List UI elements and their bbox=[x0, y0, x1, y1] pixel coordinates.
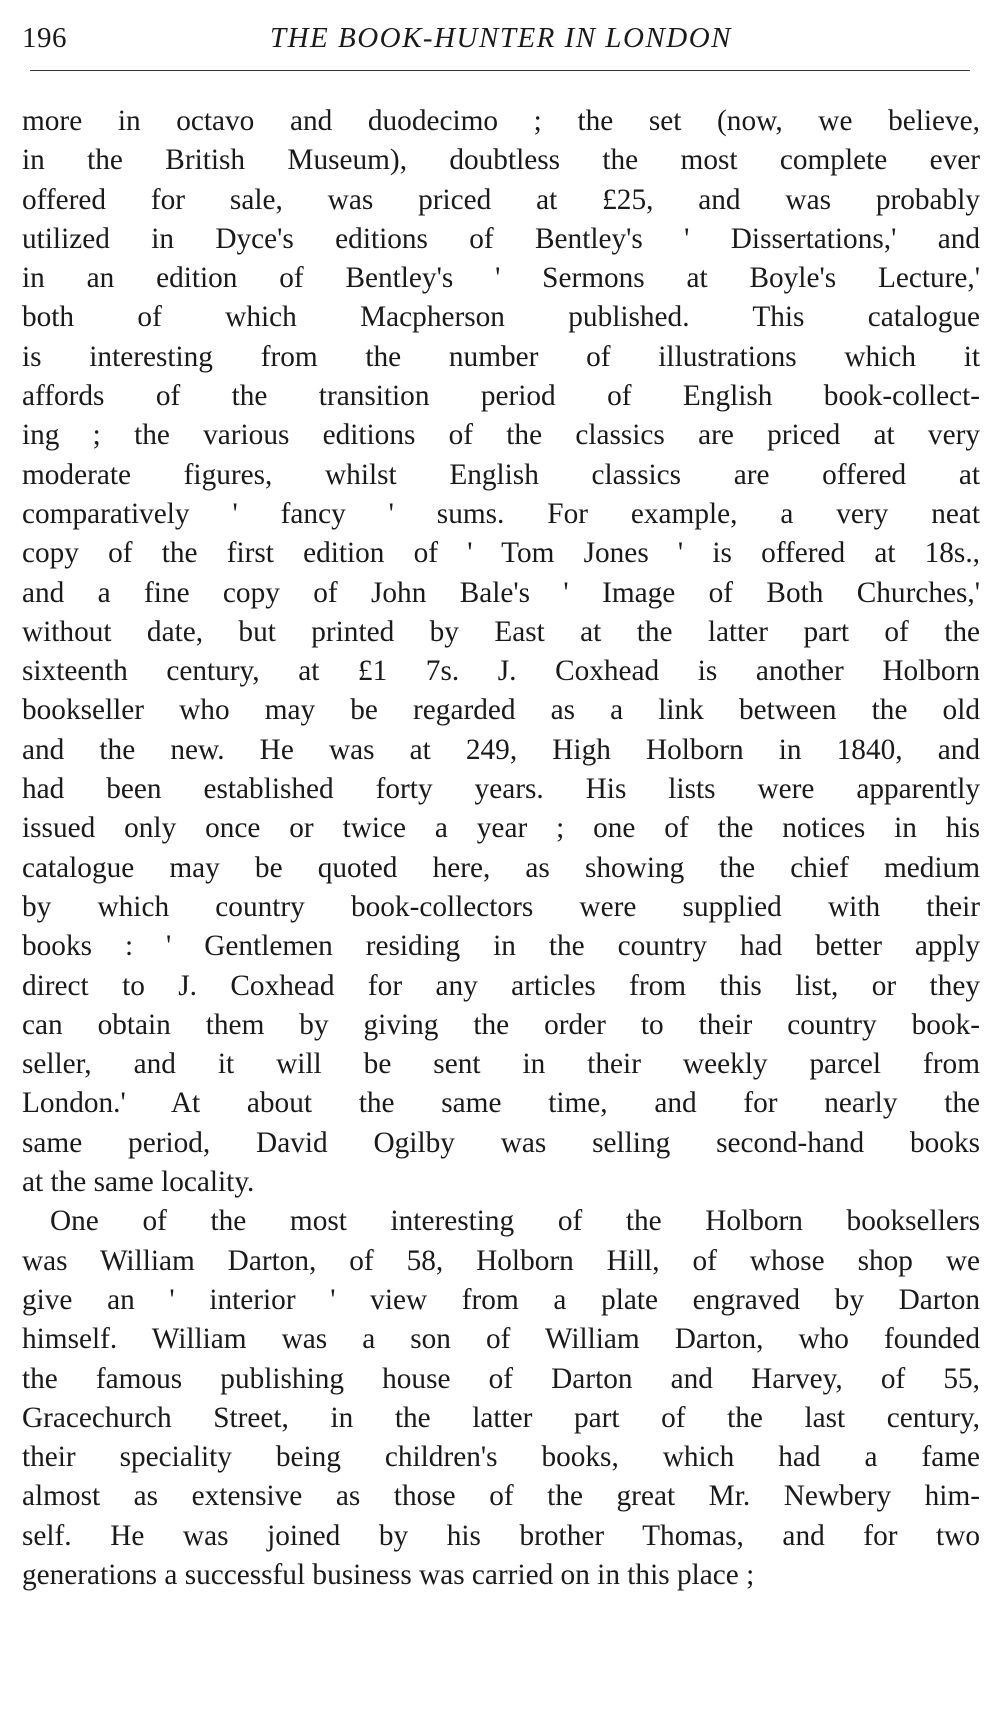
text-line: sixteenth century, at £1 7s. J. Coxhead is another Holborn bbox=[22, 655, 980, 688]
text-line: is interesting from the number of illustrations which it bbox=[22, 340, 980, 373]
text-line: direct to J. Coxhead for any articles from this list, or they bbox=[22, 969, 980, 1002]
book-page bbox=[22, 16, 980, 1720]
text-line: almost as extensive as those of the great Mr. Newbery him- bbox=[22, 1480, 980, 1513]
text-line: books : ' Gentlemen residing in the country had better apply bbox=[22, 930, 980, 963]
text-line: had been established forty years. His lists were apparently bbox=[22, 773, 980, 806]
text-line: comparatively ' fancy ' sums. For example, a very neat bbox=[22, 497, 980, 530]
text-line: and the new. He was at 249, High Holborn in 1840, and bbox=[22, 733, 980, 766]
header-rule bbox=[30, 70, 970, 71]
text-line: was William Darton, of 58, Holborn Hill, of whose shop we bbox=[22, 1244, 980, 1277]
text-line: bookseller who may be regarded as a link between the old bbox=[22, 694, 980, 727]
paragraph bbox=[22, 1202, 980, 1595]
text-line: offered for sale, was priced at £25, and was probably bbox=[22, 183, 980, 216]
text-line: the famous publishing house of Darton and Harvey, of 55, bbox=[22, 1362, 980, 1395]
text-line: by which country book-collectors were supplied with their bbox=[22, 890, 980, 923]
running-head bbox=[22, 16, 980, 60]
text-line: ing ; the various editions of the classics are priced at very bbox=[22, 419, 980, 452]
text-line: issued only once or twice a year ; one of the notices in his bbox=[22, 812, 980, 845]
text-line: utilized in Dyce's editions of Bentley's ' Dissertations,' and bbox=[22, 222, 980, 255]
text-line: catalogue may be quoted here, as showing the chief medium bbox=[22, 851, 980, 884]
text-line: One of the most interesting of the Holborn booksellers bbox=[50, 1205, 980, 1238]
text-line: himself. William was a son of William Darton, who founded bbox=[22, 1323, 980, 1356]
body-text bbox=[22, 102, 980, 1595]
text-line: can obtain them by giving the order to their country book- bbox=[22, 1008, 980, 1041]
text-line: more in octavo and duodecimo ; the set (now, we believe, bbox=[22, 105, 980, 137]
text-line: generations a successful business was carried on in this place ; bbox=[22, 1558, 755, 1591]
text-line: both of which Macpherson published. This catalogue bbox=[22, 301, 980, 334]
text-line: affords of the transition period of English book-collect- bbox=[22, 380, 980, 413]
page-number: 196 bbox=[22, 22, 67, 54]
paragraph bbox=[22, 102, 980, 1202]
text-line: seller, and it will be sent in their weekly parcel from bbox=[22, 1048, 980, 1081]
text-line: Gracechurch Street, in the latter part of the last century, bbox=[22, 1401, 980, 1434]
text-line: in an edition of Bentley's ' Sermons at Boyle's Lecture,' bbox=[22, 262, 980, 295]
text-line: their speciality being children's books, which had a fame bbox=[22, 1441, 980, 1474]
text-line: self. He was joined by his brother Thomas, and for two bbox=[22, 1519, 980, 1552]
text-line: copy of the first edition of ' Tom Jones ' is offered at 18s., bbox=[22, 537, 980, 570]
text-line: at the same locality. bbox=[22, 1166, 255, 1199]
text-line: without date, but printed by East at the latter part of the bbox=[22, 615, 980, 648]
text-line: and a fine copy of John Bale's ' Image of Both Churches,' bbox=[22, 576, 980, 609]
running-title: THE BOOK-HUNTER IN LONDON bbox=[269, 22, 733, 54]
text-line: in the British Museum), doubtless the most complete ever bbox=[22, 144, 980, 177]
text-line: London.' At about the same time, and for nearly the bbox=[22, 1087, 980, 1120]
text-line: give an ' interior ' view from a plate engraved by Darton bbox=[22, 1283, 980, 1316]
text-line: moderate figures, whilst English classics are offered at bbox=[22, 458, 980, 491]
text-line: same period, David Ogilby was selling second-hand books bbox=[22, 1126, 980, 1159]
